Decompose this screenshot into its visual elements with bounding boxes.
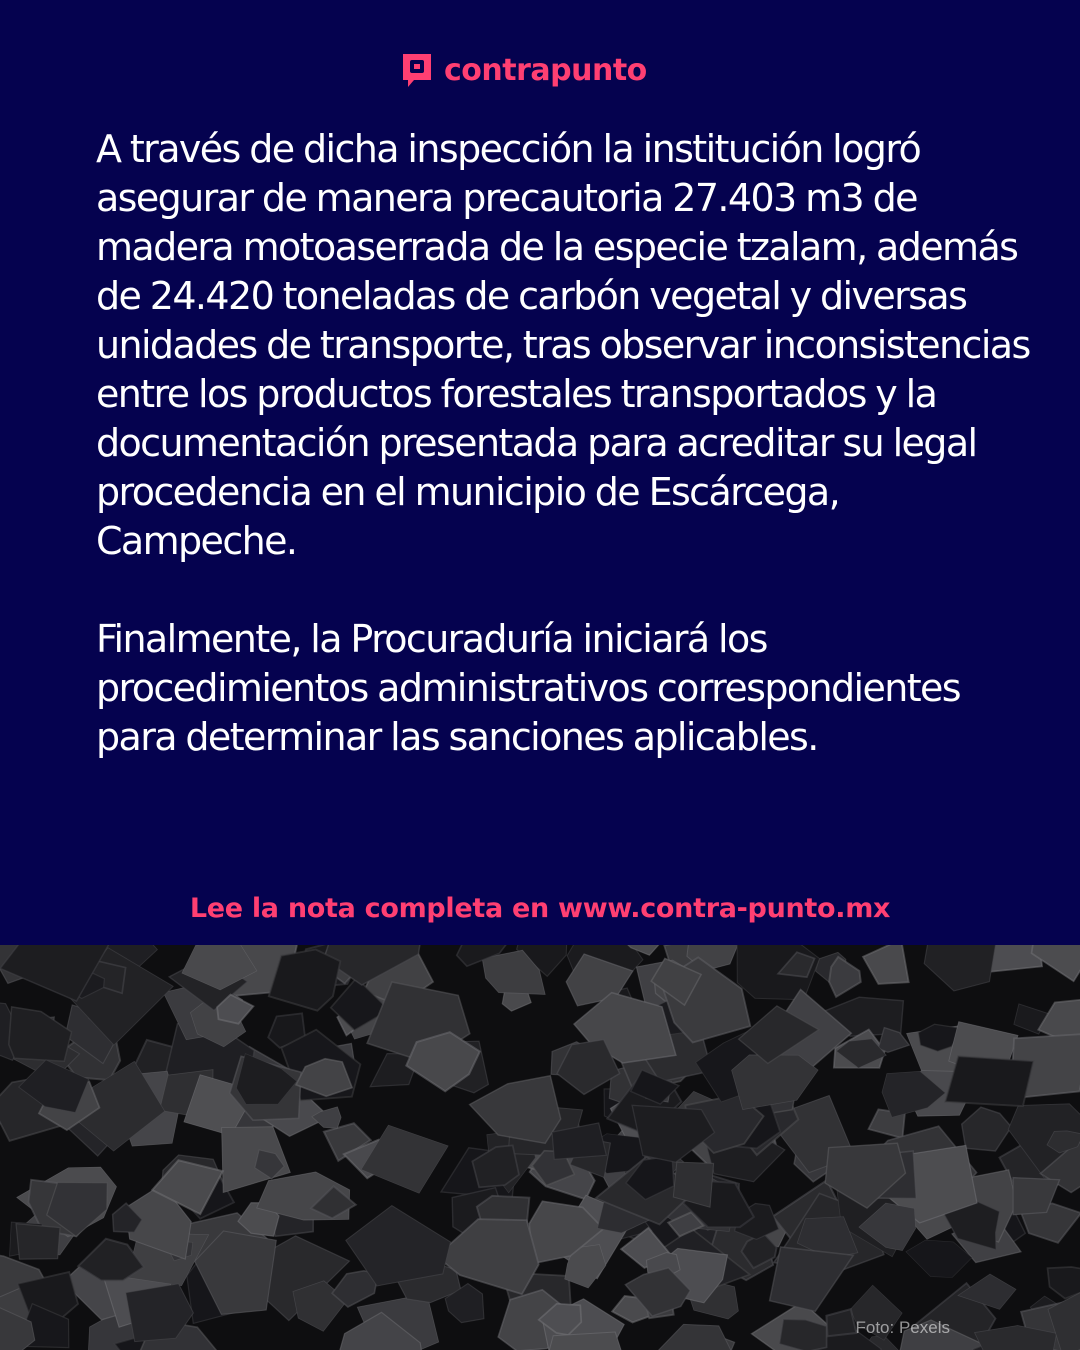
article-paragraph-2: Finalmente, la Procuraduría iniciará los procedimientos administrativos correspondientes para determinar las sanciones aplicables.	[96, 617, 961, 759]
brand-name: contrapunto	[444, 52, 647, 88]
read-more-link[interactable]: Lee la nota completa en www.contra-punto.mx	[189, 893, 891, 924]
article-body	[96, 125, 1046, 762]
photo-credit: Foto: Pexels	[855, 1318, 950, 1337]
speech-bubble-logo-icon	[400, 51, 434, 89]
brand-logo	[400, 48, 647, 92]
article-paragraph-1: A través de dicha inspección la institución logró asegurar de manera precautoria 27.403 m3 de madera motoaserrada de la especie tzalam, además de 24.420 toneladas de carbón vegetal y diversas unidades de transporte, tras observar inconsistencias entre los productos forestales transportados y la documentación presentada para acreditar su legal procedencia en el municipio de Escárcega, Campeche.	[96, 127, 1030, 563]
charcoal-photo	[0, 945, 1080, 1350]
charcoal-pieces-image	[0, 945, 1080, 1350]
